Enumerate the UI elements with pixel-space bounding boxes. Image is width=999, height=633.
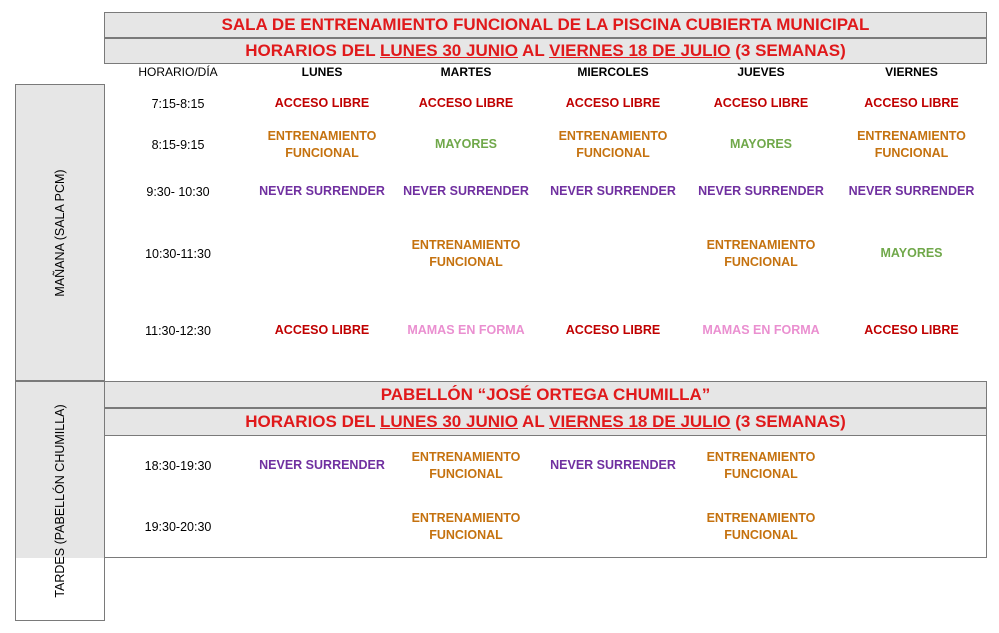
- day-label: LUNES: [301, 65, 343, 79]
- pabellon-dates-banner: [104, 408, 987, 436]
- morning-cell-never-surrender: NEVER SURRENDER: [403, 184, 529, 198]
- header-day-miercoles: [540, 64, 686, 81]
- pabellon-title: PABELLÓN “JOSÉ ORTEGA CHUMILLA”: [380, 385, 711, 404]
- afternoon-cell-never-surrender: NEVER SURRENDER: [550, 458, 676, 472]
- header-day-martes: [392, 64, 540, 81]
- morning-time-2: 8:15-9:15: [151, 138, 205, 152]
- dates-prefix: HORARIOS DEL: [245, 41, 381, 60]
- schedule-dates-banner: [104, 38, 987, 64]
- morning-cell-never-surrender: NEVER SURRENDER: [259, 184, 385, 198]
- morning-cell-entrenamiento-funcional: ENTRENAMIENTO FUNCIONAL: [706, 238, 816, 269]
- morning-cell-mayores: MAYORES: [880, 246, 943, 260]
- dates-start: LUNES 30 JUNIO: [380, 412, 518, 431]
- header-day-lunes: [252, 64, 392, 81]
- dates-end: VIERNES 18 DE JULIO: [549, 412, 731, 431]
- header-time-label: HORARIO/DÍA: [138, 65, 218, 79]
- morning-cell-entrenamiento-funcional: ENTRENAMIENTO FUNCIONAL: [558, 129, 668, 160]
- day-label: MIERCOLES: [577, 65, 649, 79]
- afternoon-label-text: TARDES (PABELLÓN CHUMILLA): [53, 404, 67, 598]
- afternoon-cell-entrenamiento-funcional: ENTRENAMIENTO FUNCIONAL: [411, 511, 521, 542]
- morning-cell-acceso-libre: ACCESO LIBRE: [418, 96, 514, 110]
- morning-time-3: 9:30- 10:30: [146, 185, 210, 199]
- morning-cell-acceso-libre: ACCESO LIBRE: [565, 323, 661, 337]
- morning-cell-mamas-en-forma: MAMAS EN FORMA: [407, 323, 525, 337]
- dates-suffix: (3 SEMANAS): [730, 41, 846, 60]
- morning-time-4: 10:30-11:30: [145, 247, 211, 261]
- dates-start: LUNES 30 JUNIO: [380, 41, 518, 60]
- afternoon-box-bottom-border: [104, 557, 987, 558]
- morning-cell-acceso-libre: ACCESO LIBRE: [274, 323, 370, 337]
- morning-cell-never-surrender: NEVER SURRENDER: [848, 184, 975, 198]
- morning-cell-acceso-libre: ACCESO LIBRE: [274, 96, 370, 110]
- morning-time-5: 11:30-12:30: [145, 324, 211, 338]
- morning-cell-mayores: MAYORES: [729, 137, 793, 151]
- morning-cell-acceso-libre: ACCESO LIBRE: [864, 323, 959, 337]
- morning-cell-entrenamiento-funcional: ENTRENAMIENTO FUNCIONAL: [267, 129, 377, 160]
- morning-cell-acceso-libre: ACCESO LIBRE: [864, 96, 959, 110]
- morning-cell-mayores: MAYORES: [434, 137, 498, 151]
- schedule-title: SALA DE ENTRENAMIENTO FUNCIONAL DE LA PISCINA CUBIERTA MUNICIPAL: [221, 15, 870, 34]
- dates-suffix: (3 SEMANAS): [730, 412, 846, 431]
- day-label: MARTES: [440, 65, 492, 79]
- afternoon-time-2: 19:30-20:30: [144, 520, 212, 534]
- afternoon-cell-never-surrender: NEVER SURRENDER: [259, 458, 385, 472]
- header-day-jueves: [686, 64, 836, 81]
- day-label: VIERNES: [885, 65, 938, 79]
- dates-mid: AL: [517, 41, 550, 60]
- dates-mid: AL: [517, 412, 550, 431]
- morning-label-text: MAÑANA (SALA PCM): [53, 168, 67, 297]
- header-day-viernes: [836, 64, 987, 81]
- afternoon-time-1: 18:30-19:30: [144, 459, 212, 473]
- morning-cell-never-surrender: NEVER SURRENDER: [698, 184, 824, 198]
- morning-side-label: [15, 84, 105, 381]
- day-label: JUEVES: [737, 65, 785, 79]
- afternoon-cell-entrenamiento-funcional: ENTRENAMIENTO FUNCIONAL: [706, 511, 816, 542]
- header-time-column: [104, 64, 252, 81]
- schedule-title-banner: [104, 12, 987, 38]
- afternoon-side-label: [15, 381, 105, 621]
- morning-time-1: 7:15-8:15: [151, 97, 205, 111]
- afternoon-cell-entrenamiento-funcional: ENTRENAMIENTO FUNCIONAL: [411, 450, 521, 481]
- morning-cell-never-surrender: NEVER SURRENDER: [550, 184, 676, 198]
- dates-prefix: HORARIOS DEL: [245, 412, 381, 431]
- afternoon-box-right-border: [986, 436, 987, 558]
- morning-cell-acceso-libre: ACCESO LIBRE: [713, 96, 809, 110]
- morning-cell-mamas-en-forma: MAMAS EN FORMA: [702, 323, 820, 337]
- morning-cell-acceso-libre: ACCESO LIBRE: [565, 96, 661, 110]
- morning-cell-entrenamiento-funcional: ENTRENAMIENTO FUNCIONAL: [411, 238, 521, 269]
- afternoon-cell-entrenamiento-funcional: ENTRENAMIENTO FUNCIONAL: [706, 450, 816, 481]
- morning-cell-entrenamiento-funcional: ENTRENAMIENTO FUNCIONAL: [857, 129, 966, 160]
- dates-end: VIERNES 18 DE JULIO: [549, 41, 731, 60]
- pabellon-title-banner: [104, 381, 987, 408]
